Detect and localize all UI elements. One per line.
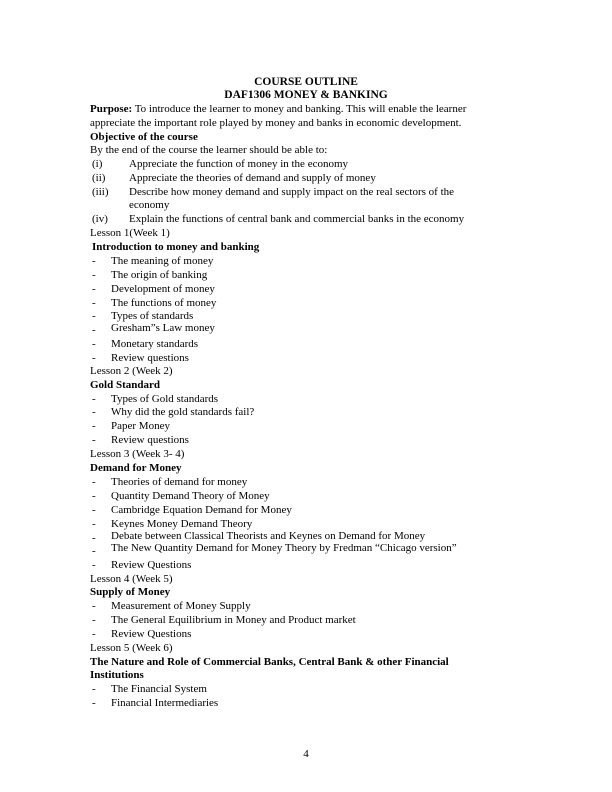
objective-item: Explain the functions of central bank and commercial banks in the economy — [129, 213, 465, 225]
list-item: Types of standards — [111, 310, 194, 322]
list-item: Quantity Demand Theory of Money — [111, 490, 270, 502]
bullet-dash: - — [92, 532, 96, 544]
bullet-dash: - — [92, 324, 96, 336]
lesson-heading: Demand for Money — [90, 462, 182, 474]
bullet-dash: - — [92, 545, 96, 557]
list-item: The origin of banking — [111, 269, 208, 281]
bullet-dash: - — [92, 352, 96, 364]
purpose-line-1 — [90, 103, 466, 116]
lesson-label: Lesson 5 (Week 6) — [90, 642, 173, 654]
objective-intro: By the end of the course the learner should be able to: — [90, 144, 328, 156]
lesson-heading: Introduction to money and banking — [92, 241, 260, 253]
objective-heading: Objective of the course — [90, 131, 198, 143]
objective-num: (ii) — [92, 172, 106, 184]
bullet-dash: - — [92, 338, 96, 350]
lesson-label: Lesson 3 (Week 3- 4) — [90, 448, 185, 460]
list-item: Review Questions — [111, 628, 192, 640]
objective-item: Appreciate the function of money in the economy — [129, 158, 349, 170]
objective-item-continued: economy — [129, 199, 170, 211]
list-item: Monetary standards — [111, 338, 199, 350]
list-item: Review questions — [111, 352, 189, 364]
objective-item: Appreciate the theories of demand and supply of money — [129, 172, 376, 184]
list-item: The meaning of money — [111, 255, 214, 267]
bullet-dash: - — [92, 476, 96, 488]
list-item: The General Equilibrium in Money and Product market — [111, 614, 356, 626]
list-item: Review questions — [111, 434, 189, 446]
bullet-dash: - — [92, 683, 96, 695]
bullet-dash: - — [92, 406, 96, 418]
list-item: Paper Money — [111, 420, 170, 432]
bullet-dash: - — [92, 628, 96, 640]
lesson-label: Lesson 2 (Week 2) — [90, 365, 173, 377]
bullet-dash: - — [92, 697, 96, 709]
page-number: 4 — [303, 748, 309, 760]
list-item: Cambridge Equation Demand for Money — [111, 504, 292, 516]
lesson-label: Lesson 1(Week 1) — [90, 227, 170, 239]
lesson-heading: Gold Standard — [90, 379, 160, 391]
list-item: The functions of money — [111, 297, 217, 309]
bullet-dash: - — [92, 283, 96, 295]
list-item: The New Quantity Demand for Money Theory by Fredman “Chicago version” — [111, 542, 457, 554]
outline-title: COURSE OUTLINE — [254, 76, 358, 88]
lesson-heading: Supply of Money — [90, 586, 171, 598]
objective-num: (iii) — [92, 186, 109, 198]
list-item: Measurement of Money Supply — [111, 600, 251, 612]
bullet-dash: - — [92, 420, 96, 432]
list-item: Theories of demand for money — [111, 476, 248, 488]
objective-item: Describe how money demand and supply impact on the real sectors of the — [129, 186, 455, 198]
bullet-dash: - — [92, 518, 96, 530]
bullet-dash: - — [92, 614, 96, 626]
bullet-dash: - — [92, 504, 96, 516]
list-item: Development of money — [111, 283, 215, 295]
lesson-label: Lesson 4 (Week 5) — [90, 573, 173, 585]
list-item: Financial Intermediaries — [111, 697, 219, 709]
bullet-dash: - — [92, 393, 96, 405]
list-item: Why did the gold standards fail? — [111, 406, 255, 418]
lesson-heading-continued: Institutions — [90, 669, 144, 681]
objective-num: (iv) — [92, 213, 108, 225]
list-item: Keynes Money Demand Theory — [111, 518, 253, 530]
bullet-dash: - — [92, 255, 96, 267]
bullet-dash: - — [92, 297, 96, 309]
bullet-dash: - — [92, 434, 96, 446]
course-title: DAF1306 MONEY & BANKING — [224, 89, 388, 101]
bullet-dash: - — [92, 600, 96, 612]
purpose-label: Purpose: — [90, 103, 133, 115]
purpose-line-2: appreciate the important role played by money and banks in economic development. — [90, 117, 462, 129]
lesson-heading: The Nature and Role of Commercial Banks, Central Bank & other Financial — [90, 656, 449, 668]
bullet-dash: - — [92, 310, 96, 322]
objective-num: (i) — [92, 158, 103, 170]
list-item: Debate between Classical Theorists and Keynes on Demand for Money — [111, 530, 426, 542]
purpose-text-1: To introduce the learner to money and banking. This will enable the learner — [132, 103, 467, 115]
bullet-dash: - — [92, 559, 96, 571]
list-item: Review Questions — [111, 559, 192, 571]
bullet-dash: - — [92, 269, 96, 281]
list-item: Gresham”s Law money — [111, 322, 215, 334]
list-item: The Financial System — [111, 683, 207, 695]
list-item: Types of Gold standards — [111, 393, 219, 405]
bullet-dash: - — [92, 490, 96, 502]
